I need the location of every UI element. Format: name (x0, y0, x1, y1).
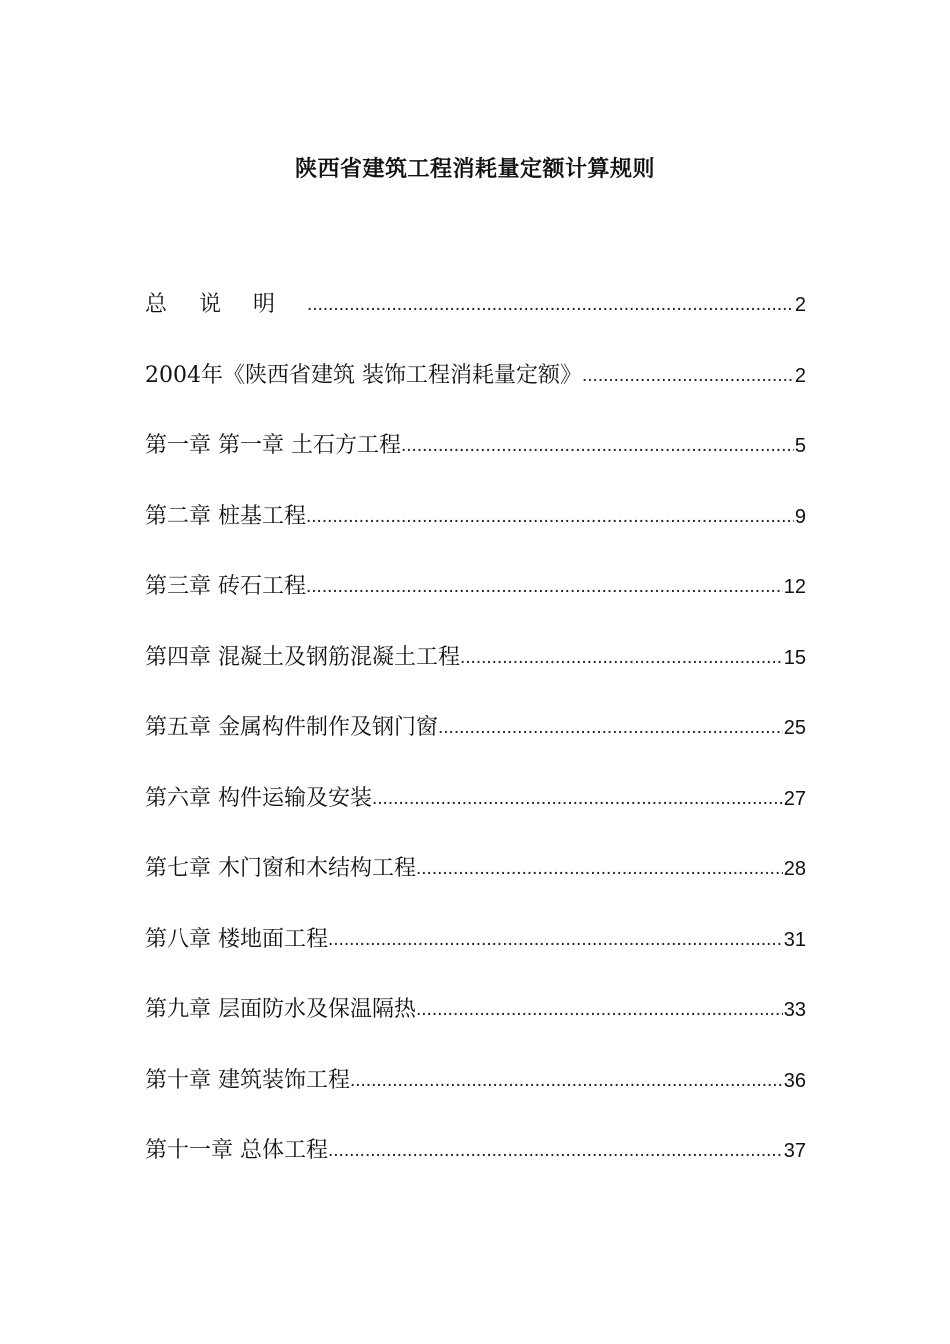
toc-entry-general-notes[interactable] (145, 285, 806, 356)
toc-leader-dots (401, 426, 794, 466)
toc-entry-label: 第四章 混凝土及钢筋混凝土工程 (145, 644, 460, 670)
toc-entry-label: 总说明 (145, 292, 308, 317)
toc-page-number: 5 (794, 435, 806, 457)
toc-page-number: 9 (794, 505, 806, 528)
toc-leader-dots (350, 1061, 783, 1101)
toc-page-number: 25 (783, 717, 806, 739)
toc-leader-dots (582, 356, 794, 396)
toc-page-number: 31 (783, 928, 806, 951)
toc-entry-label: 第五章 金属构件制作及钢门窗 (145, 715, 438, 740)
toc-entry-label: 第三章 砖石工程 (145, 574, 306, 599)
toc-entry-label: 第七章 木门窗和木结构工程 (145, 856, 416, 881)
toc-leader-dots (328, 1131, 783, 1171)
toc-leader-dots (307, 285, 794, 325)
toc-leader-dots (328, 920, 783, 960)
toc-leader-dots (306, 567, 783, 607)
toc-entry-chapter-11[interactable] (145, 1131, 806, 1202)
toc-entry-label: 第十一章 总体工程 (145, 1138, 328, 1163)
toc-entry-chapter-4[interactable] (145, 638, 806, 709)
toc-entry-chapter-8[interactable] (145, 920, 806, 991)
toc-page-number: 28 (783, 858, 806, 880)
toc-entry-chapter-9[interactable] (145, 990, 806, 1061)
toc-leader-dots (438, 708, 783, 748)
toc-leader-dots (372, 779, 783, 819)
toc-page-number: 12 (783, 576, 806, 598)
toc-page-number: 37 (783, 1140, 806, 1162)
toc-entry-label: 第一章 第一章 土石方工程 (145, 433, 401, 458)
toc-entry-chapter-1[interactable] (145, 426, 806, 497)
toc-leader-dots (416, 990, 783, 1030)
toc-entry-2004-quota[interactable] (145, 356, 806, 427)
toc-leader-dots (460, 638, 783, 678)
toc-page-number: 2 (794, 294, 806, 316)
toc-entry-chapter-6[interactable] (145, 779, 806, 850)
toc-entry-label: 第九章 层面防水及保温隔热 (145, 997, 416, 1022)
toc-entry-chapter-7[interactable] (145, 849, 806, 920)
toc-entry-label: 第二章 桩基工程 (145, 503, 306, 529)
toc-entry-chapter-2[interactable] (145, 497, 806, 568)
toc-entry-label: 2004年《陕西省建筑 装饰工程消耗量定额》 (145, 362, 582, 388)
toc-page-number: 15 (783, 646, 806, 669)
document-title: 陕西省建筑工程消耗量定额计算规则 (294, 157, 655, 182)
toc-leader-dots (416, 849, 783, 889)
toc-page-number: 36 (783, 1069, 806, 1092)
toc-entry-chapter-10[interactable] (145, 1061, 806, 1132)
toc-page-number: 27 (783, 787, 806, 810)
toc-page-number: 33 (783, 999, 806, 1021)
toc-entry-label: 第十章 建筑装饰工程 (145, 1067, 350, 1093)
toc-page-number: 2 (794, 364, 806, 387)
toc-leader-dots (306, 497, 794, 537)
toc-entry-chapter-3[interactable] (145, 567, 806, 638)
toc-entry-label: 第八章 楼地面工程 (145, 926, 328, 952)
toc-entry-chapter-5[interactable] (145, 708, 806, 779)
table-of-contents (145, 285, 806, 1202)
toc-entry-label: 第六章 构件运输及安装 (145, 785, 372, 811)
